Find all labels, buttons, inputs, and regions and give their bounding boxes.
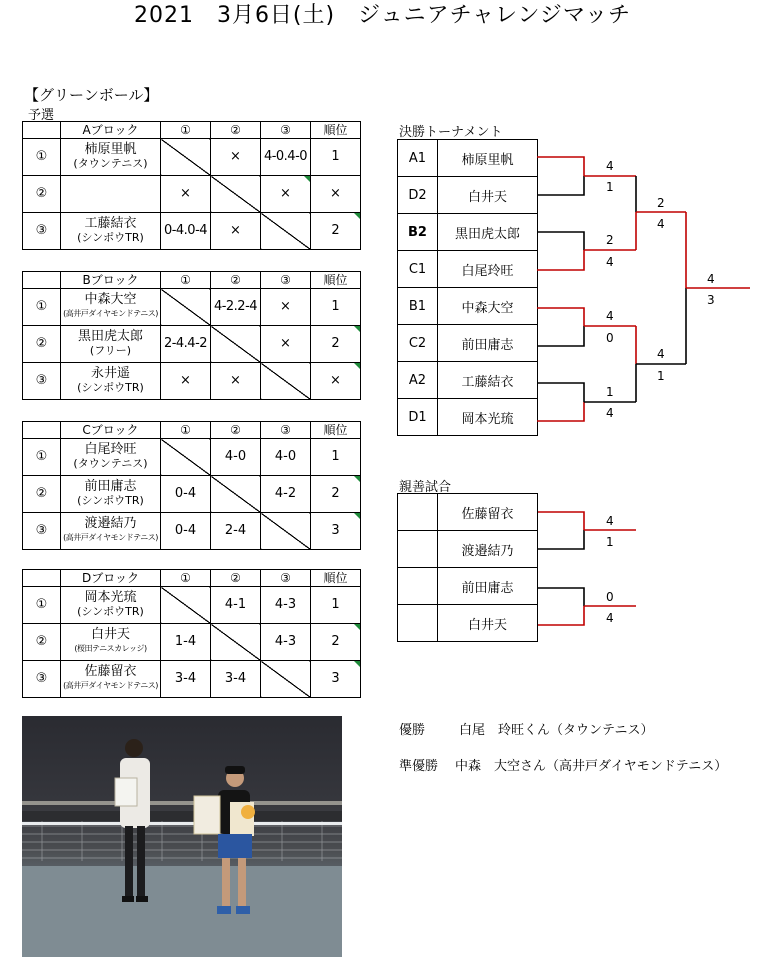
player-name: 永井遥: [90, 366, 130, 381]
header-block: Bブロック: [61, 272, 161, 289]
header-block: Cブロック: [61, 422, 161, 439]
row-number: ①: [23, 587, 61, 624]
result-cell: 4-1: [211, 587, 261, 624]
header-col-2: ②: [211, 570, 261, 587]
runnerup-label: 準優勝: [399, 759, 439, 774]
score-qf4-bottom: 4: [606, 406, 614, 420]
player-name: 柿原里帆: [438, 140, 538, 177]
runnerup-name: 中森 大空さん（高井戸ダイヤモンドテニス）: [455, 759, 728, 774]
player-name: 工藤結衣: [438, 362, 538, 399]
seed-label: D2: [398, 177, 438, 214]
bracket-line: [537, 176, 584, 195]
seed-label: C2: [398, 325, 438, 362]
header-col-2: ②: [211, 272, 261, 289]
row-number: ①: [23, 139, 61, 176]
player-name: 柿原里帆: [84, 142, 137, 157]
header-col-2: ②: [211, 422, 261, 439]
winner-name: 白尾 玲旺くん（タウンテニス）: [459, 723, 654, 738]
row-number: ③: [23, 661, 61, 698]
score-final-top: 4: [707, 272, 715, 286]
list-item: [398, 531, 538, 568]
player-club: (フリー): [89, 344, 132, 357]
result-cell: 1-4: [161, 624, 211, 661]
header-col-3: ③: [261, 272, 311, 289]
player-name: 岡本光琉: [438, 399, 538, 436]
header-col-3: ③: [261, 122, 311, 139]
result-cell: 2-4: [211, 513, 261, 550]
header-col-3: ③: [261, 422, 311, 439]
player-club: (桜田テニスカレッジ): [74, 644, 147, 653]
player-club: (タウンテニス): [73, 157, 148, 170]
rank-cell: 3: [311, 513, 361, 550]
tournament-label: 決勝トーナメント: [399, 125, 503, 140]
friendly-label: 親善試合: [399, 480, 452, 495]
score-qf1-bottom: 1: [606, 180, 614, 194]
bracket-line-winner: [537, 157, 584, 176]
row-number: ②: [23, 476, 61, 513]
player-club: (高井戸ダイヤモンドテニス): [63, 533, 158, 542]
player-name: 岡本光琉: [84, 590, 137, 605]
row-number: ②: [23, 326, 61, 363]
player-club: (シンポウTR): [77, 381, 144, 394]
bracket-line-winner: [537, 308, 584, 326]
result-cell: 0-4.0-4: [161, 213, 211, 250]
result-cell: ×: [261, 326, 311, 363]
player-name: 白尾玲旺: [438, 251, 538, 288]
player-name: 渡邉結乃: [84, 516, 137, 531]
bracket-line-winner: [537, 606, 584, 625]
player-name: 前田庸志: [438, 568, 538, 605]
bracket-line-winner: [537, 250, 584, 270]
result-cell: ×: [261, 176, 311, 213]
header-col-1: ①: [161, 570, 211, 587]
list-item: [398, 568, 538, 605]
seed-label: A2: [398, 362, 438, 399]
player-name: 前田庸志: [84, 479, 137, 494]
score-sf2-top: 4: [657, 347, 665, 361]
header-col-3: ③: [261, 570, 311, 587]
score-friendly1-top: 4: [606, 514, 614, 528]
player-name: 工藤結衣: [84, 216, 137, 231]
result-cell: ×: [211, 213, 261, 250]
friendly-entries: [397, 493, 538, 642]
result-cell: 4-2.2-4: [211, 289, 261, 326]
bracket-line-winner: [537, 512, 584, 530]
seed-cell: [398, 494, 438, 531]
header-col-1: ①: [161, 272, 211, 289]
bracket-line: [537, 326, 584, 346]
header-rank: 順位: [311, 272, 361, 289]
result-cell: ×: [211, 139, 261, 176]
row-number: ③: [23, 513, 61, 550]
prelim-label: 予選: [28, 108, 55, 123]
section-label: 【グリーンボール】: [24, 86, 159, 104]
seed-label: C1: [398, 251, 438, 288]
player-club: (高井戸ダイヤモンドテニス): [63, 681, 158, 690]
score-friendly2-bottom: 4: [606, 611, 614, 625]
bracket-line: [537, 588, 584, 606]
rank-cell: 2: [311, 476, 361, 513]
player-club: (シンポウTR): [77, 494, 144, 507]
score-sf2-bottom: 1: [657, 369, 665, 383]
player-name: 佐藤留衣: [438, 494, 538, 531]
rank-cell: ×: [311, 363, 361, 400]
score-sf1-top: 2: [657, 196, 665, 210]
rank-cell: 2: [311, 624, 361, 661]
header-rank: 順位: [311, 122, 361, 139]
row-number: ①: [23, 439, 61, 476]
player-club: (タウンテニス): [73, 457, 148, 470]
header-block: Dブロック: [61, 570, 161, 587]
seed-label: B1: [398, 288, 438, 325]
score-qf3-top: 4: [606, 309, 614, 323]
list-item: [398, 494, 538, 531]
rank-cell: 1: [311, 439, 361, 476]
result-cell: 3-4: [161, 661, 211, 698]
result-cell: 4-0: [261, 439, 311, 476]
winners-photo: [22, 716, 342, 957]
player-name: 前田庸志: [438, 325, 538, 362]
result-cell: 4-3: [261, 587, 311, 624]
result-cell: ×: [161, 176, 211, 213]
score-qf1-top: 4: [606, 159, 614, 173]
row-number: ③: [23, 213, 61, 250]
row-number: ②: [23, 624, 61, 661]
seed-cell: [398, 605, 438, 642]
result-cell: 4-3: [261, 624, 311, 661]
score-friendly1-bottom: 1: [606, 535, 614, 549]
score-sf1-bottom: 4: [657, 217, 665, 231]
player-name: 中森大空: [438, 288, 538, 325]
seed-label: D1: [398, 399, 438, 436]
score-final-bottom: 3: [707, 293, 715, 307]
player-name: 白井天: [438, 605, 538, 642]
player-name: 白井天: [90, 627, 130, 642]
score-friendly2-top: 0: [606, 590, 614, 604]
seed-label: B2: [398, 214, 438, 251]
result-cell: 4-0: [211, 439, 261, 476]
rank-cell: 3: [311, 661, 361, 698]
header-col-1: ①: [161, 422, 211, 439]
header-block: Aブロック: [61, 122, 161, 139]
player-club: (シンポウTR): [77, 231, 144, 244]
bracket-line: [537, 383, 584, 402]
player-name: 黒田虎太郎: [438, 214, 538, 251]
seed-cell: [398, 531, 438, 568]
result-cell: 4-0.4-0: [261, 139, 311, 176]
player-name: 中森大空: [84, 292, 137, 307]
rank-cell: 2: [311, 213, 361, 250]
score-qf2-bottom: 4: [606, 255, 614, 269]
player-club: (シンポウTR): [77, 605, 144, 618]
player-name: 白尾玲旺: [84, 442, 137, 457]
player-name: 佐藤留衣: [84, 664, 137, 679]
rank-cell: 1: [311, 289, 361, 326]
score-qf2-top: 2: [606, 233, 614, 247]
result-cell: 4-2: [261, 476, 311, 513]
winner-label: 優勝: [399, 723, 426, 738]
result-cell: ×: [211, 363, 261, 400]
row-number: ③: [23, 363, 61, 400]
rank-cell: 1: [311, 139, 361, 176]
player-name: 黒田虎太郎: [77, 329, 143, 344]
rank-cell: 1: [311, 587, 361, 624]
bracket-line: [537, 232, 584, 250]
row-number: ②: [23, 176, 61, 213]
header-rank: 順位: [311, 422, 361, 439]
player-club: (高井戸ダイヤモンドテニス): [63, 309, 158, 318]
result-cell: ×: [161, 363, 211, 400]
rank-cell: ×: [311, 176, 361, 213]
header-col-1: ①: [161, 122, 211, 139]
header-col-2: ②: [211, 122, 261, 139]
player-name: 白井天: [438, 177, 538, 214]
seed-cell: [398, 568, 438, 605]
list-item: [398, 605, 538, 642]
bracket-line-winner: [537, 402, 584, 421]
score-qf3-bottom: 0: [606, 331, 614, 345]
rank-cell: 2: [311, 326, 361, 363]
result-cell: 2-4.4-2: [161, 326, 211, 363]
header-rank: 順位: [311, 570, 361, 587]
player-name: 渡邉結乃: [438, 531, 538, 568]
page-title: 2021 3月6日(土) ジュニアチャレンジマッチ: [133, 3, 632, 28]
bracket-line: [537, 530, 584, 549]
photo-illustration: [22, 716, 342, 957]
seed-label: A1: [398, 140, 438, 177]
result-cell: 0-4: [161, 513, 211, 550]
result-cell: 0-4: [161, 476, 211, 513]
score-qf4-top: 1: [606, 385, 614, 399]
result-cell: 3-4: [211, 661, 261, 698]
row-number: ①: [23, 289, 61, 326]
result-cell: ×: [261, 289, 311, 326]
